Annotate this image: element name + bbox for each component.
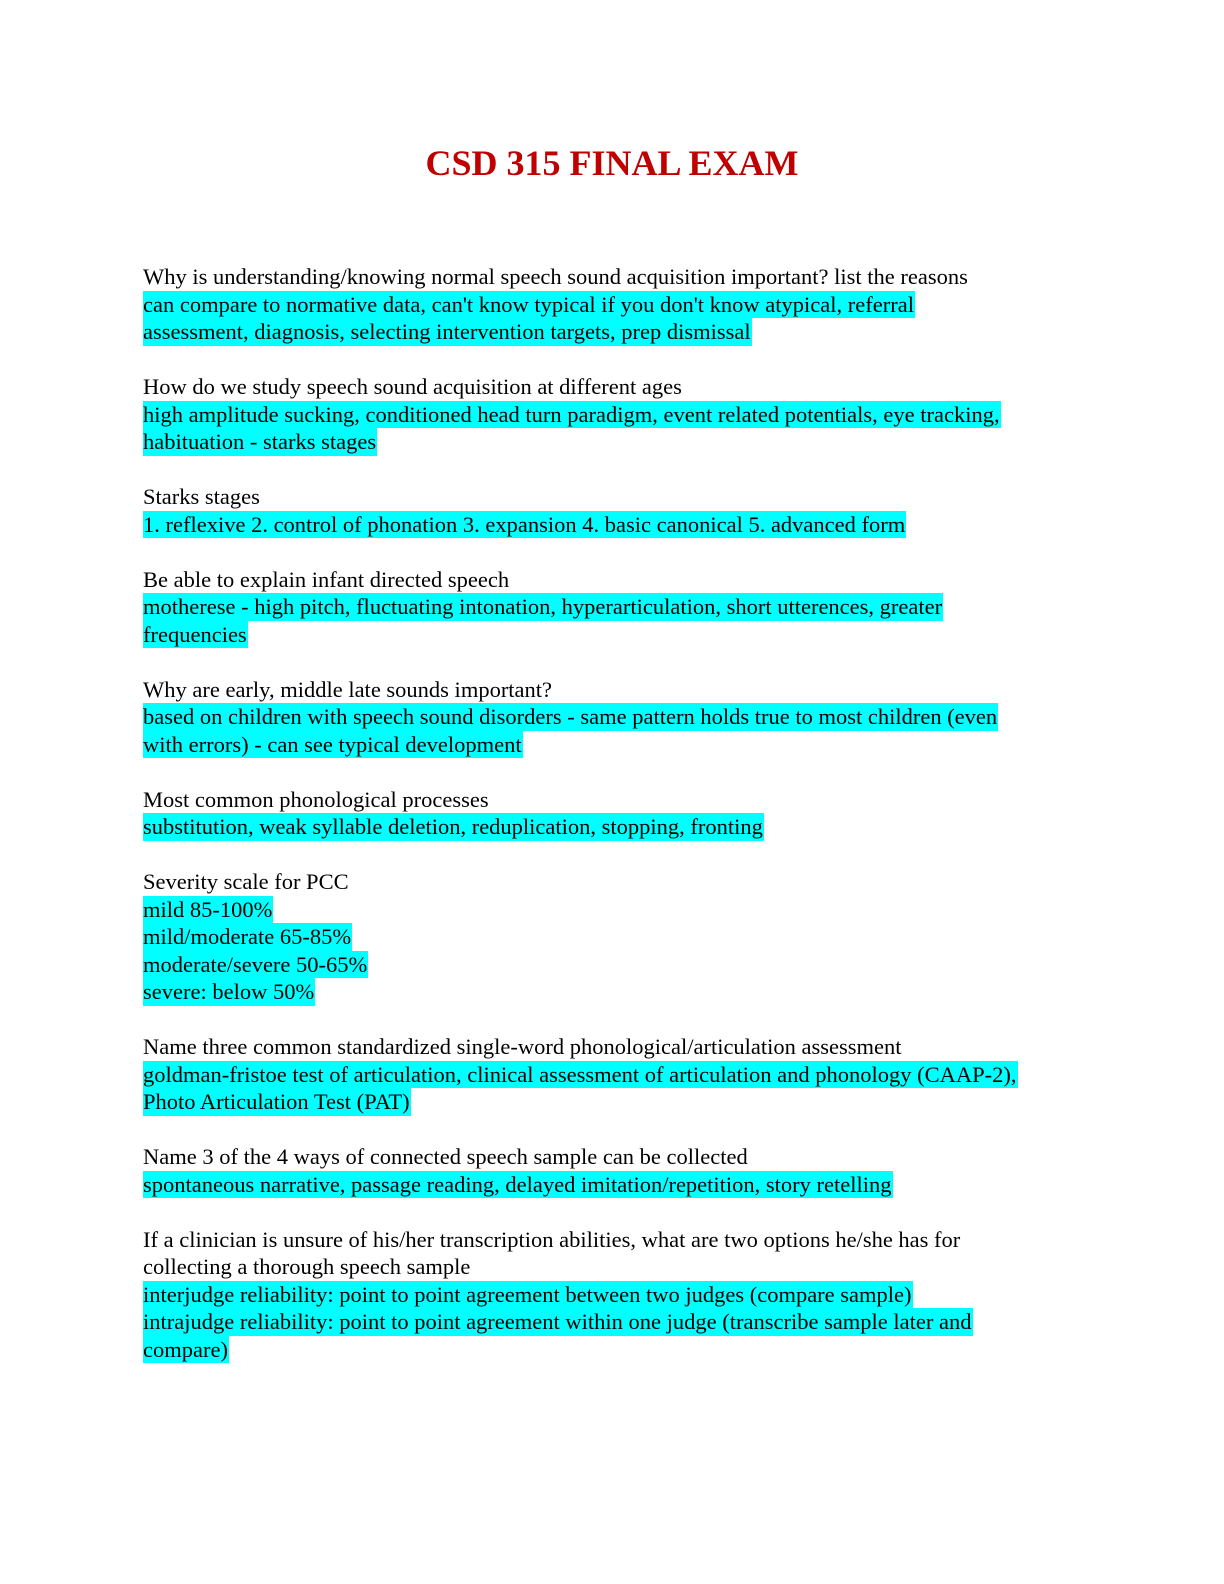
qa-item — [143, 566, 1093, 649]
answer-row — [143, 401, 1093, 429]
qa-item — [143, 676, 1093, 759]
answer-row — [143, 1308, 1093, 1336]
highlighted-answer-line: interjudge reliability: point to point agreement between two judges (compare sample) — [143, 1281, 912, 1307]
answer-row — [143, 593, 1093, 621]
highlighted-answer-line: habituation - starks stages — [143, 429, 377, 454]
question-line: Severity scale for PCC — [143, 869, 349, 894]
answer-row — [143, 813, 1093, 841]
question-line: Be able to explain infant directed speech — [143, 566, 510, 592]
answer-row — [143, 731, 1093, 759]
answer-row — [143, 1171, 1093, 1199]
question-line: Name 3 of the 4 ways of connected speech sample can be collected — [143, 1144, 748, 1169]
answer-row — [143, 511, 1093, 539]
answer-row — [143, 1088, 1093, 1116]
highlighted-answer-line: with errors) - can see typical development — [143, 731, 522, 757]
answer-row — [143, 896, 1093, 924]
qa-item — [143, 786, 1093, 841]
question-line: Most common phonological processes — [143, 786, 489, 812]
question-line: Why are early, middle late sounds important? — [143, 676, 553, 702]
qa-item — [143, 1033, 1093, 1116]
qa-list — [143, 263, 1093, 1391]
answer-row — [143, 318, 1093, 346]
question-line: collecting a thorough speech sample — [143, 1254, 471, 1279]
highlighted-answer-line: severe: below 50% — [143, 979, 315, 1004]
highlighted-answer-line: based on children with speech sound disorders - same pattern holds true to most children (even — [143, 704, 998, 729]
answer-row — [143, 703, 1093, 731]
highlighted-answer-line: spontaneous narrative, passage reading, delayed imitation/repetition, story retelling — [143, 1171, 892, 1197]
answer-row — [143, 291, 1093, 319]
answer-row — [143, 428, 1093, 456]
question-line: Name three common standardized single-word phonological/articulation assessment — [143, 1034, 902, 1059]
answer-row — [143, 1061, 1093, 1089]
answer-row — [143, 951, 1093, 979]
page-title: CSD 315 FINAL EXAM — [425, 143, 799, 183]
highlighted-answer-line: moderate/severe 50-65% — [143, 951, 368, 977]
qa-item — [143, 373, 1093, 456]
highlighted-answer-line: assessment, diagnosis, selecting intervention targets, prep dismissal — [143, 319, 751, 344]
highlighted-answer-line: mild 85-100% — [143, 896, 273, 922]
highlighted-answer-line: intrajudge reliability: point to point agreement within one judge (transcribe sample later and — [143, 1309, 972, 1334]
highlighted-answer-line: mild/moderate 65-85% — [143, 924, 352, 949]
qa-item — [143, 263, 1093, 346]
answer-row — [143, 1281, 1093, 1309]
question-line: Why is understanding/knowing normal speech sound acquisition important? list the reasons — [143, 264, 968, 289]
qa-item — [143, 483, 1093, 538]
highlighted-answer-line: Photo Articulation Test (PAT) — [143, 1089, 410, 1114]
highlighted-answer-line: goldman-fristoe test of articulation, clinical assessment of articulation and phonology (CAAP-2), — [143, 1061, 1017, 1087]
qa-item — [143, 1226, 1093, 1364]
question-line: How do we study speech sound acquisition at different ages — [143, 374, 682, 399]
answer-row — [143, 621, 1093, 649]
qa-item — [143, 1143, 1093, 1198]
highlighted-answer-line: compare) — [143, 1336, 228, 1362]
highlighted-answer-line: high amplitude sucking, conditioned head turn paradigm, event related potentials, eye tracking, — [143, 401, 1000, 427]
highlighted-answer-line: motherese - high pitch, fluctuating intonation, hyperarticulation, short utterences, greater — [143, 594, 943, 619]
answer-row — [143, 923, 1093, 951]
highlighted-answer-line: 1. reflexive 2. control of phonation 3. expansion 4. basic canonical 5. advanced form — [143, 511, 906, 537]
qa-item — [143, 868, 1093, 1006]
highlighted-answer-line: substitution, weak syllable deletion, reduplication, stopping, fronting — [143, 814, 763, 839]
question-line: If a clinician is unsure of his/her transcription abilities, what are two options he/she has for — [143, 1226, 961, 1252]
highlighted-answer-line: frequencies — [143, 621, 247, 647]
answer-row — [143, 978, 1093, 1006]
highlighted-answer-line: can compare to normative data, can't know typical if you don't know atypical, referral — [143, 291, 914, 317]
answer-row — [143, 1336, 1093, 1364]
question-line: Starks stages — [143, 484, 260, 509]
